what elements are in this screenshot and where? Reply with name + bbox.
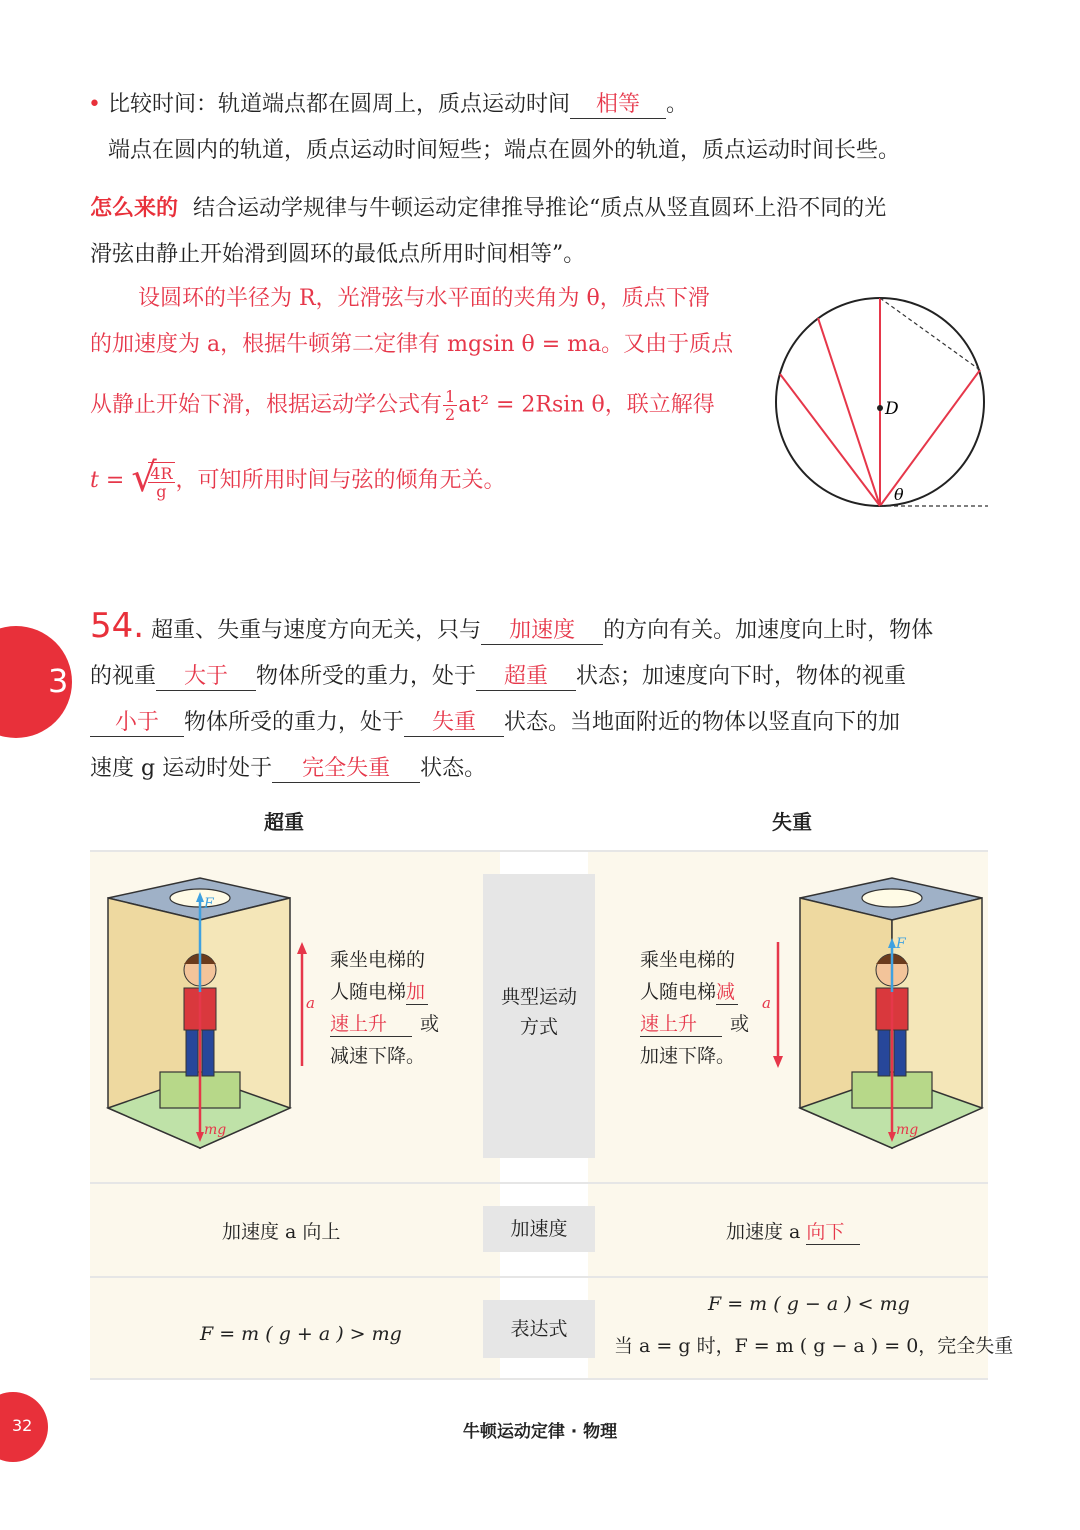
q-text: 速度 g 运动时处于 [90, 756, 273, 781]
derivation-line-2: 的加速度为 a，根据牛顿第二定律有 mgsin θ = ma。又由于质点 [90, 332, 734, 357]
frac-den: 2 [445, 405, 456, 424]
how-line-1 [90, 194, 886, 224]
radical-sign: √ [131, 455, 157, 501]
row-label-text: 典型运动 [500, 986, 577, 1008]
accel-down-arrow-icon [762, 940, 790, 1072]
q-text: 物体所受的重力，处于 [256, 664, 477, 689]
overweight-accel: 加速度 a 向上 [222, 1221, 341, 1243]
q-text: 超重、失重与速度方向无关，只与 [151, 618, 482, 643]
force-mg-label: mg [896, 1122, 919, 1138]
desc-text: 人随电梯 [640, 981, 717, 1003]
overweight-expression: F = m ( g + a ) > mg [200, 1323, 402, 1345]
elevator-overweight-illustration [104, 876, 294, 1152]
how-label: 怎么来的 [90, 196, 179, 221]
accel-up-arrow-icon [296, 940, 324, 1070]
overweight-description [330, 944, 439, 1072]
divider [90, 1182, 988, 1184]
divider [90, 1378, 988, 1380]
how-line-2: 滑弦由静止开始滑到圆环的最低点所用时间相等”。 [90, 242, 586, 267]
derivation-text: 从静止开始下滑，根据运动学公式有 [90, 392, 443, 418]
elevator-weightless-illustration [796, 876, 986, 1152]
desc-text: 加速下降。 [640, 1045, 736, 1067]
q-text: 状态。 [420, 756, 487, 781]
answer-blank: 失重 [404, 710, 504, 737]
desc-text: 或 [420, 1013, 440, 1035]
accel-label: a [762, 994, 771, 1012]
question-number: 54. [90, 606, 145, 646]
answer-blank: 完全失重 [272, 756, 420, 783]
point-label: D [885, 399, 899, 419]
answer-blank: 相等 [570, 92, 666, 119]
desc-text: 或 [730, 1013, 750, 1035]
fraction [443, 388, 457, 423]
weightless-accel [726, 1216, 860, 1248]
line-text: 比较时间：轨道端点都在圆周上，质点运动时间 [107, 92, 570, 117]
line-text: 端点在圆内的轨道，质点运动时间短些；端点在圆外的轨道，质点运动时间长些。 [108, 138, 901, 163]
q-text: 状态；加速度向下时，物体的视重 [576, 664, 907, 689]
q54-line-2 [90, 662, 906, 692]
angle-label: θ [894, 485, 904, 504]
q54-line-4 [90, 754, 486, 784]
frac-num: 1 [445, 387, 456, 406]
derivation-line-4 [90, 455, 506, 501]
answer-blank: 加速度 [481, 618, 603, 645]
weightless-description [640, 944, 749, 1072]
punct: 。 [666, 92, 689, 117]
weightless-expression: F = m ( g − a ) < mg [708, 1293, 910, 1315]
answer-blank: 小于 [90, 710, 184, 737]
bullet-dot: • [88, 92, 101, 117]
answer-blank: 速上升 [330, 1012, 412, 1037]
desc-text: 人随电梯 [330, 981, 407, 1003]
force-mg-label: mg [204, 1122, 227, 1138]
force-F-label: F [896, 936, 906, 952]
chapter-number: 3 [48, 662, 69, 700]
complete-weightless-expression: 当 a = g 时，F = m ( g − a ) = 0，完全失重 [614, 1335, 1014, 1357]
desc-text: 乘坐电梯的 [640, 949, 736, 971]
derivation-line-3 [90, 388, 715, 423]
q54-line-3 [90, 708, 900, 738]
answer-blank: 减 [716, 980, 738, 1005]
q54-line-1 [90, 606, 933, 651]
frac-den: g [156, 482, 167, 501]
table-head-overweight: 超重 [264, 810, 304, 834]
how-text: 结合运动学规律与牛顿运动定律推导推论“质点从竖直圆环上沿不同的光 [193, 196, 887, 221]
bullet-line-1 [88, 90, 688, 120]
answer-blank: 速上升 [640, 1012, 722, 1037]
derivation-line-1: 设圆环的半径为 R，光滑弦与水平面的夹角为 θ，质点下滑 [138, 286, 710, 311]
q-text: 物体所受的重力，处于 [184, 710, 405, 735]
page-number: 32 [12, 1416, 33, 1435]
desc-text: 乘坐电梯的 [330, 949, 426, 971]
q-text: 的方向有关。加速度向上时，物体 [603, 618, 934, 643]
accel-label: a [306, 994, 315, 1012]
sqrt-expression [131, 455, 175, 501]
row-label-accel: 加速度 [483, 1206, 595, 1252]
divider [90, 850, 988, 852]
row-label-motion [483, 874, 595, 1158]
cell-text: 加速度 a [726, 1221, 801, 1243]
answer-blank: 超重 [476, 664, 576, 691]
row-label-expression: 表达式 [483, 1300, 595, 1358]
force-F-label: F [204, 896, 214, 912]
derivation-text: at² = 2Rsin θ，联立解得 [458, 392, 715, 418]
derivation-text: ，可知所用时间与弦的倾角无关。 [175, 468, 506, 493]
q-text: 的视重 [90, 664, 157, 689]
q-text: 状态。当地面附近的物体以竖直向下的加 [504, 710, 901, 735]
circle-chord-figure [772, 296, 992, 516]
t-label: t = [90, 468, 125, 493]
divider [90, 1276, 988, 1278]
answer-blank: 大于 [156, 664, 256, 691]
table-head-weightless: 失重 [772, 810, 812, 834]
frac-num: 4R [150, 464, 173, 483]
answer-blank: 加 [406, 980, 428, 1005]
row-label-text: 方式 [519, 1016, 558, 1038]
desc-text: 减速下降。 [330, 1045, 426, 1067]
answer-blank: 向下 [806, 1220, 860, 1245]
page-footer: 牛顿运动定律 · 物理 [462, 1422, 618, 1442]
